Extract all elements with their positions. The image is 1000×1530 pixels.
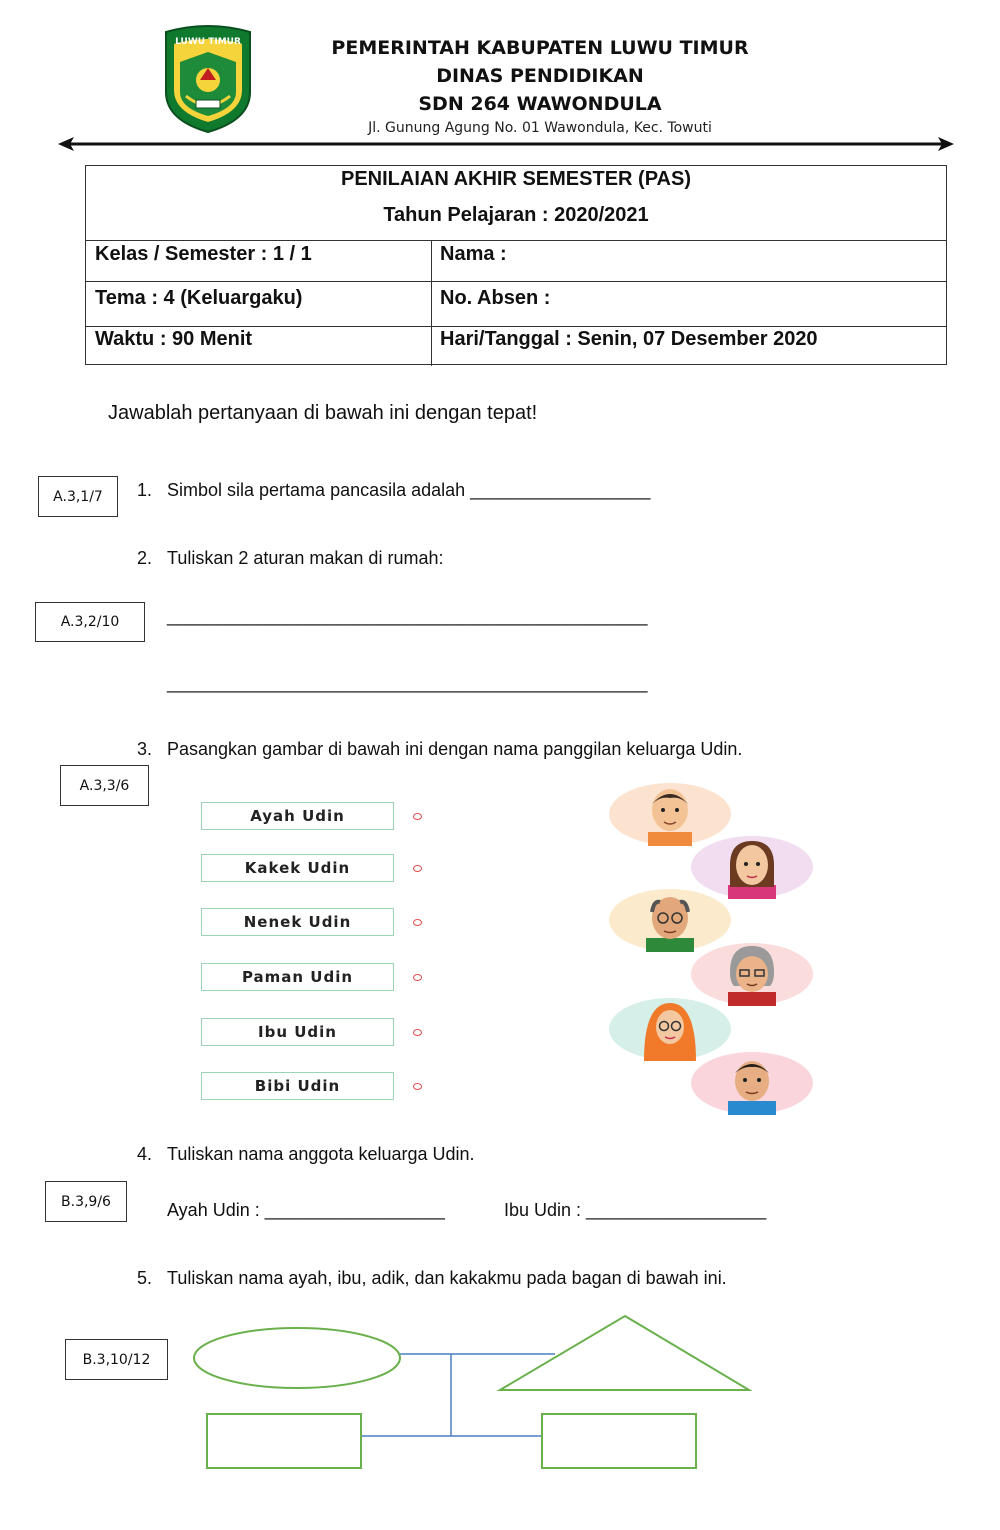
triangle-answer-shape [500, 1316, 749, 1390]
question-code: A.3,2/10 [35, 602, 145, 642]
instruction: Jawablah pertanyaan di bawah ini dengan tepat! [108, 402, 538, 424]
match-label-ibu[interactable]: Ibu Udin [201, 1018, 394, 1046]
question-text: Pasangkan gambar di bawah ini dengan nama panggilan keluarga Udin. [167, 739, 743, 759]
question-code: B.3,10/12 [65, 1339, 168, 1380]
match-label-ayah[interactable]: Ayah Udin [201, 802, 394, 830]
question-number: 2. [137, 548, 153, 568]
header-line-2: DINAS PENDIDIKAN [436, 65, 644, 87]
class-semester: Kelas / Semester : 1 / 1 [95, 243, 312, 265]
exam-year: Tahun Pelajaran : 2020/2021 [383, 204, 649, 226]
ibu-udin-answer[interactable]: Ibu Udin : __________________ [504, 1200, 767, 1220]
match-dot[interactable] [413, 919, 422, 926]
match-dot[interactable] [413, 813, 422, 820]
exam-title: PENILAIAN AKHIR SEMESTER (PAS) [340, 168, 692, 190]
header-address: Jl. Gunung Agung No. 01 Wawondula, Kec. Towuti [368, 120, 712, 136]
match-label-bibi[interactable]: Bibi Udin [201, 1072, 394, 1100]
header-divider-arrow [56, 134, 956, 154]
question-code: A.3,1/7 [38, 476, 118, 517]
question-number: 3. [137, 739, 153, 759]
question-code: A.3,3/6 [60, 765, 149, 806]
answer-line[interactable]: ________________________________________________ [167, 606, 648, 626]
question-text: Tuliskan nama ayah, ibu, adik, dan kakakmu pada bagan di bawah ini. [167, 1268, 727, 1288]
logo-text: LUWU TIMUR [175, 37, 241, 47]
match-dot[interactable] [413, 865, 422, 872]
ayah-udin-answer[interactable]: Ayah Udin : __________________ [167, 1200, 445, 1220]
absen-number-label: No. Absen : [440, 287, 551, 309]
question-text: Tuliskan 2 aturan makan di rumah: [167, 548, 444, 568]
question-number: 4. [137, 1144, 153, 1164]
question-code: B.3,9/6 [45, 1181, 127, 1222]
match-label-paman[interactable]: Paman Udin [201, 963, 394, 991]
face-man-icon[interactable] [690, 1051, 814, 1115]
day-date: Hari/Tanggal : Senin, 07 Desember 2020 [440, 328, 818, 350]
match-dot[interactable] [413, 1083, 422, 1090]
family-chart-diagram [185, 1308, 765, 1488]
student-name-label: Nama : [440, 243, 507, 265]
question-number: 5. [137, 1268, 153, 1288]
match-label-kakek[interactable]: Kakek Udin [201, 854, 394, 882]
school-logo [160, 22, 256, 134]
header-line-3: SDN 264 WAWONDULA [418, 93, 662, 115]
exam-info-table [85, 165, 947, 365]
ellipse-answer-shape [194, 1328, 400, 1388]
time: Waktu : 90 Menit [95, 328, 253, 350]
question-text: Simbol sila pertama pancasila adalah __________________ [167, 480, 651, 500]
theme: Tema : 4 (Keluargaku) [95, 287, 303, 309]
question-number: 1. [137, 480, 153, 500]
question-text: Tuliskan nama anggota keluarga Udin. [167, 1144, 475, 1164]
match-dot[interactable] [413, 1029, 422, 1036]
answer-line[interactable]: ________________________________________________ [167, 673, 648, 693]
rectangle-answer-shape-right [542, 1414, 696, 1468]
match-dot[interactable] [413, 974, 422, 981]
match-label-nenek[interactable]: Nenek Udin [201, 908, 394, 936]
header-line-1: PEMERINTAH KABUPATEN LUWU TIMUR [331, 37, 749, 59]
rectangle-answer-shape-left [207, 1414, 361, 1468]
